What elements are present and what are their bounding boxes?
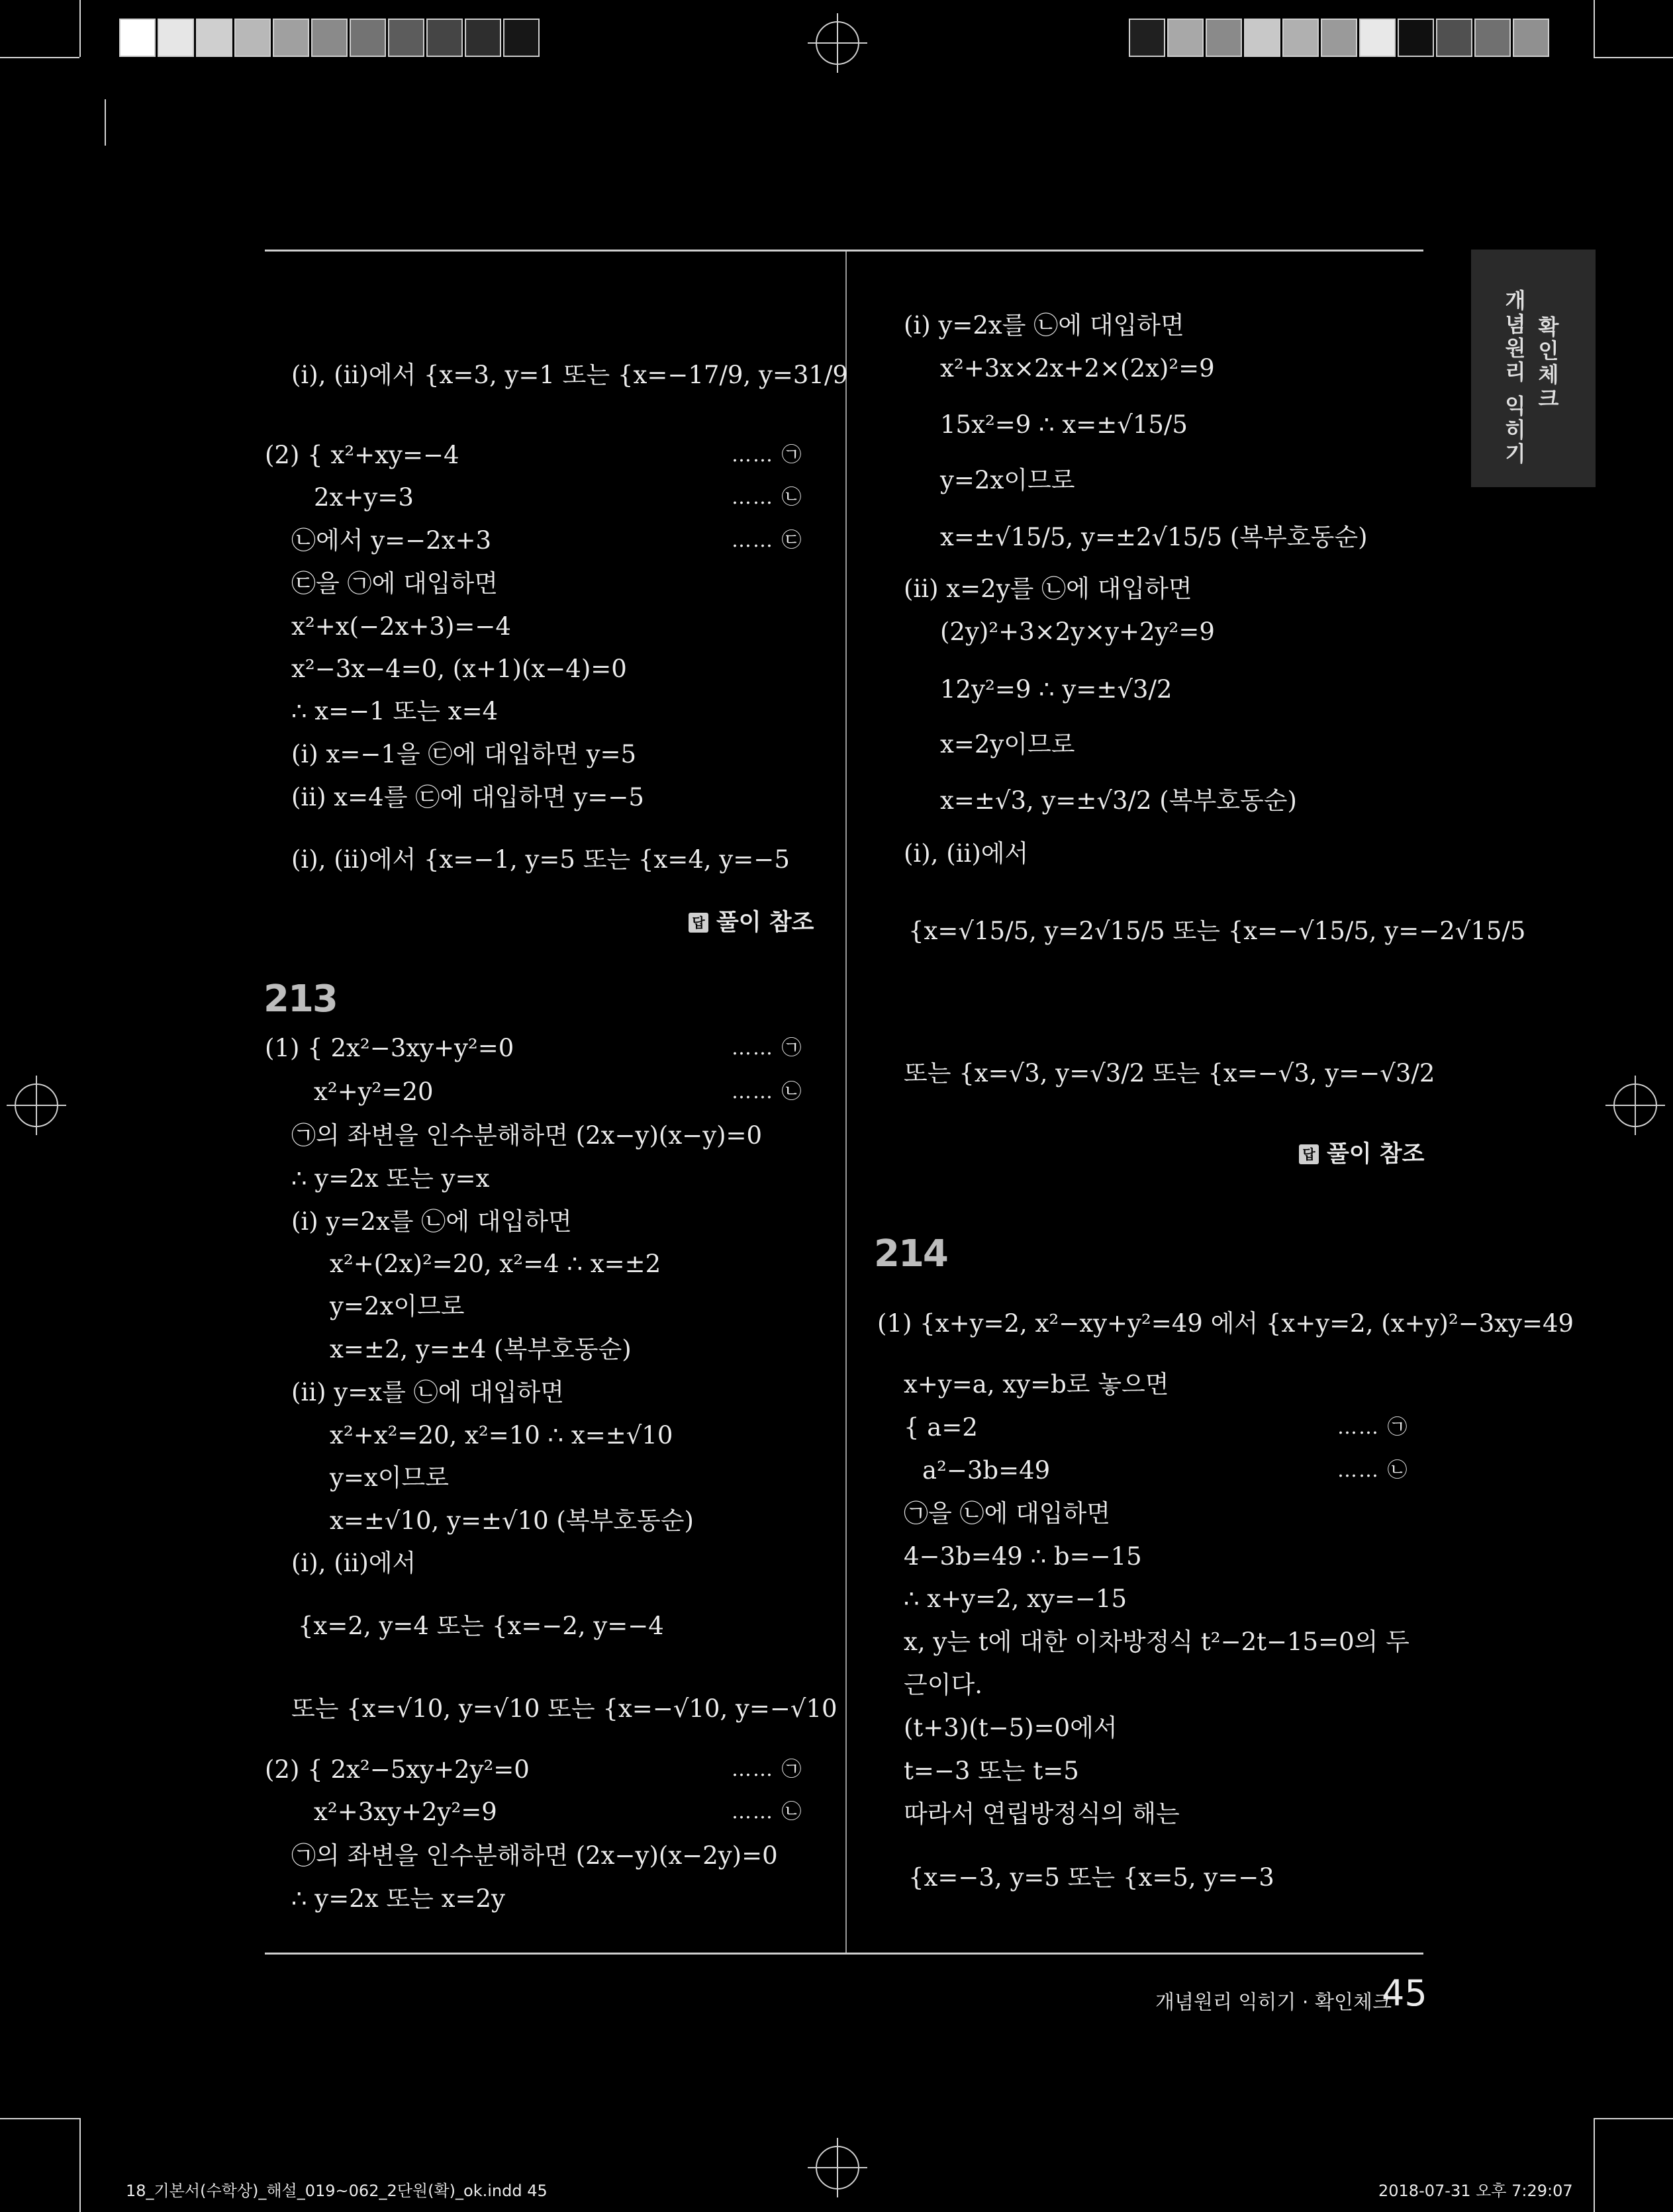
solution-line: ㉡에서 y=−2x+3	[291, 526, 492, 555]
crop-mark	[79, 0, 81, 57]
solution-line: (ⅰ) y=2x를 ㉡에 대입하면	[904, 311, 1184, 340]
gray-swatch	[1474, 19, 1511, 57]
side-tab-secondary: 확인체크	[1535, 316, 1560, 411]
crop-mark	[79, 2118, 81, 2212]
answer-text: 풀이 참조	[716, 909, 814, 936]
registration-target	[1605, 1076, 1665, 1135]
solution-line: (ⅰ), (ⅱ)에서 {x=3, y=1 또는 {x=−17/9, y=31/9	[291, 361, 848, 389]
gray-swatch	[119, 19, 156, 57]
crop-mark	[0, 57, 79, 58]
crop-mark	[105, 99, 106, 146]
solution-line: a²−3b=49	[922, 1456, 1051, 1485]
gray-swatch	[388, 19, 424, 57]
crop-mark	[1594, 2118, 1673, 2119]
solution-line: 근이다.	[904, 1671, 982, 1699]
solution-line: {x=2, y=4 또는 {x=−2, y=−4	[298, 1612, 664, 1640]
solution-line: (t+3)(t−5)=0에서	[904, 1714, 1118, 1742]
solution-line: (ⅰ), (ⅱ)에서	[904, 839, 1029, 868]
solution-line: (ⅱ) x=2y를 ㉡에 대입하면	[904, 575, 1192, 603]
registration-target	[808, 13, 867, 73]
gray-swatch	[1513, 19, 1549, 57]
solution-line: 15x²=9 ∴ x=±√15/5	[940, 410, 1188, 439]
gray-swatch	[1129, 19, 1165, 57]
gray-swatch	[1321, 19, 1357, 57]
answer-icon: 답	[689, 913, 708, 933]
solution-line: t=−3 또는 t=5	[904, 1757, 1079, 1785]
solution-line: (2) { 2x²−5xy+2y²=0	[265, 1755, 530, 1784]
gray-swatch	[234, 19, 271, 57]
crop-mark	[0, 2118, 79, 2119]
equation-marker: …… ㉢	[732, 529, 803, 552]
solution-line: 12y²=9 ∴ y=±√3/2	[940, 675, 1172, 704]
solution-line: ㉠의 좌변을 인수분해하면 (2x−y)(x−y)=0	[291, 1121, 763, 1150]
crop-mark	[1594, 57, 1673, 58]
gray-swatch	[1282, 19, 1319, 57]
answer-line	[1299, 1133, 1424, 1175]
solution-line: ㉢을 ㉠에 대입하면	[291, 569, 498, 598]
solution-line: y=x이므로	[330, 1463, 449, 1492]
gray-swatch	[426, 19, 463, 57]
solution-line: x=±√15/5, y=±2√15/5 (복부호동순)	[940, 523, 1368, 551]
solution-line: {x=−3, y=5 또는 {x=5, y=−3	[908, 1863, 1274, 1892]
equation-marker: …… ㉡	[1337, 1459, 1409, 1482]
solution-line: {x=√15/5, y=2√15/5 또는 {x=−√15/5, y=−2√15/5	[908, 917, 1526, 945]
solution-line: ∴ x+y=2, xy=−15	[904, 1585, 1127, 1613]
crop-mark	[1594, 2118, 1595, 2212]
solution-line: (2y)²+3×2y×y+2y²=9	[940, 618, 1215, 646]
solution-line: ㉠의 좌변을 인수분해하면 (2x−y)(x−2y)=0	[291, 1841, 778, 1870]
gray-swatch	[1436, 19, 1472, 57]
solution-line: ㉠을 ㉡에 대입하면	[904, 1499, 1110, 1528]
solution-line: ∴ y=2x 또는 x=2y	[291, 1884, 505, 1913]
side-tab	[1471, 250, 1596, 487]
answer-line	[689, 901, 814, 944]
equation-marker: …… ㉠	[732, 443, 803, 467]
solution-line: (1) {x+y=2, x²−xy+y²=49 에서 {x+y=2, (x+y)²−3xy=49	[877, 1309, 1574, 1338]
solution-line: (ⅰ), (ⅱ)에서 {x=−1, y=5 또는 {x=4, y=−5	[291, 845, 790, 874]
file-name: 18_기본서(수학상)_해설_019~062_2단원(확)_ok.indd 45	[126, 2182, 548, 2200]
solution-line: x, y는 t에 대한 이차방정식 t²−2t−15=0의 두	[904, 1628, 1410, 1656]
registration-target	[7, 1076, 66, 1135]
solution-line: x²+3x×2x+2×(2x)²=9	[940, 354, 1215, 383]
solution-line: (2) { x²+xy=−4	[265, 441, 459, 469]
solution-line: y=2x이므로	[330, 1292, 465, 1320]
column-divider	[845, 252, 847, 1953]
gray-swatch	[350, 19, 386, 57]
gray-swatch	[158, 19, 194, 57]
equation-marker: …… ㉡	[732, 1080, 803, 1103]
problem-number-214: 214	[874, 1232, 947, 1275]
gray-swatch	[1206, 19, 1242, 57]
solution-line: (ⅱ) y=x를 ㉡에 대입하면	[291, 1378, 565, 1406]
equation-marker: …… ㉠	[1337, 1416, 1409, 1439]
problem-number-213: 213	[263, 978, 337, 1021]
gray-swatch	[1359, 19, 1396, 57]
gray-swatch	[311, 19, 348, 57]
solution-line: x²+y²=20	[314, 1078, 434, 1106]
solution-line: x²+(2x)²=20, x²=4 ∴ x=±2	[330, 1250, 661, 1278]
gray-swatch	[465, 19, 501, 57]
equation-marker: …… ㉠	[732, 1758, 803, 1781]
solution-line: ∴ y=2x 또는 y=x	[291, 1164, 490, 1193]
equation-marker: …… ㉠	[732, 1037, 803, 1060]
solution-line: x=2y이므로	[940, 730, 1075, 759]
solution-line: (ⅰ), (ⅱ)에서	[291, 1549, 416, 1577]
solution-line: x=±√3, y=±√3/2 (복부호동순)	[940, 786, 1297, 815]
page-number: 45	[1382, 1972, 1427, 2014]
registration-target	[808, 2138, 867, 2197]
solution-line: 2x+y=3	[314, 483, 414, 512]
solution-line: 4−3b=49 ∴ b=−15	[904, 1542, 1142, 1571]
solution-line: x=±√10, y=±√10 (복부호동순)	[330, 1506, 694, 1535]
solution-line: ∴ x=−1 또는 x=4	[291, 697, 499, 725]
footer-section-title: 개념원리 익히기 · 확인체크	[1155, 1991, 1392, 2014]
side-tab-primary: 개념원리 익히기	[1502, 289, 1527, 467]
solution-line: x²−3x−4=0, (x+1)(x−4)=0	[291, 655, 627, 683]
equation-marker: …… ㉡	[732, 1800, 803, 1823]
solution-line: 또는 {x=√10, y=√10 또는 {x=−√10, y=−√10	[291, 1694, 837, 1723]
gray-swatch	[196, 19, 232, 57]
solution-line: x²+x²=20, x²=10 ∴ x=±√10	[330, 1421, 673, 1450]
solution-line: x+y=a, xy=b로 놓으면	[904, 1370, 1169, 1399]
solution-line: x²+3xy+2y²=9	[314, 1798, 497, 1826]
top-rule	[265, 250, 1423, 252]
answer-icon: 답	[1299, 1144, 1319, 1164]
gray-swatch	[503, 19, 540, 57]
solution-line: (ⅰ) y=2x를 ㉡에 대입하면	[291, 1207, 572, 1236]
equation-marker: …… ㉡	[732, 486, 803, 509]
solution-line: y=2x이므로	[940, 466, 1075, 494]
solution-line: (ⅱ) x=4를 ㉢에 대입하면 y=−5	[291, 783, 644, 811]
gray-swatch	[273, 19, 309, 57]
gray-swatch	[1398, 19, 1434, 57]
bottom-rule	[265, 1953, 1423, 1955]
solution-line: 또는 {x=√3, y=√3/2 또는 {x=−√3, y=−√3/2	[904, 1059, 1435, 1087]
solution-line: x²+x(−2x+3)=−4	[291, 612, 511, 641]
solution-line: { a=2	[904, 1413, 978, 1442]
timestamp: 2018-07-31 오후 7:29:07	[1378, 2182, 1573, 2200]
solution-line: 따라서 연립방정식의 해는	[904, 1800, 1180, 1828]
solution-line: (ⅰ) x=−1을 ㉢에 대입하면 y=5	[291, 740, 637, 768]
gray-swatch	[1244, 19, 1280, 57]
solution-line: x=±2, y=±4 (복부호동순)	[330, 1335, 632, 1363]
solution-line: (1) { 2x²−3xy+y²=0	[265, 1034, 514, 1062]
answer-text: 풀이 참조	[1327, 1141, 1425, 1168]
gray-swatch	[1167, 19, 1204, 57]
crop-mark	[1594, 0, 1595, 57]
